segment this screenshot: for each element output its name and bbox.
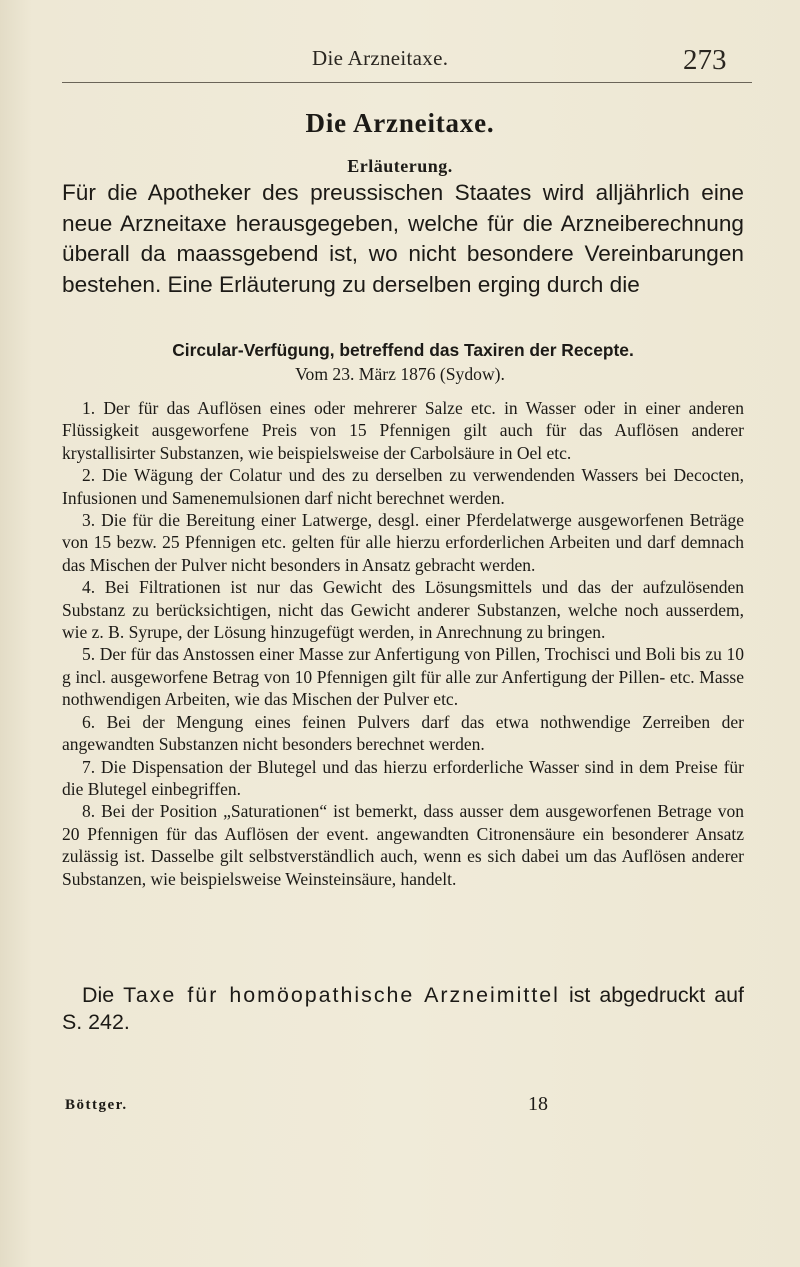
section-subtitle: Erläuterung. <box>347 156 453 176</box>
circular-item: 3. Die für die Bereitung einer Latwerge, desgl. einer Pferdelatwerge ausgeworfenen Beträge von 15 bezw. 25 Pfennigen etc. gelten für alle hierzu erforderlichen Arbeiten und darf demnach das Mischen der Pulver nicht besonders in Ansatz gebracht werden. <box>62 510 744 575</box>
circular-date: Vom 23. März 1876 (Sydow). <box>295 364 505 384</box>
intro-paragraph: Für die Apotheker des preussischen Staates wird alljährlich eine neue Arzneitaxe herausgegeben, welche für die Arzneiberechnung überall da maassgebend ist, wo nicht besondere Vereinbarungen bestehen. Eine Erläuterung zu derselben erging durch die <box>62 180 744 297</box>
circular-item: 7. Die Dispensation der Blutegel und das hierzu erforderliche Wasser sind in dem Preise für die Blutegel einbegriffen. <box>62 756 744 799</box>
circular-item: 8. Bei der Position „Saturationen“ ist bemerkt, dass ausser dem ausgeworfenen Betrage von 20 Pfennigen für das Auflösen der event. angewandten Citronensäure ein besonderer Ansatz zulässig ist. Dasselbe gilt selbstverständlich auch, wenn es sich dabei um das Auflösen anderer Substanzen, wie beispielsweise Weinsteinsäure, handelt. <box>62 801 744 889</box>
circular-item: 2. Die Wägung der Colatur und des zu derselben zu verwendenden Wassers bei Decocten, Infusionen und Samenemulsionen darf nicht berechnet werden. <box>62 465 744 508</box>
circular-item: 5. Der für das Anstossen einer Masse zur Anfertigung von Pillen, Trochisci und Boli bis zu 10 g incl. ausgeworfene Betrag von 10 Pfennigen gilt für alle zur Anfertigung der Pillen- etc. Masse nothwendigen Arbeiten, wie das Mischen der Pulver etc. <box>62 644 744 710</box>
chapter-title: Die Arzneitaxe. <box>305 108 495 138</box>
page-number: 273 <box>683 44 727 76</box>
circular-items <box>62 397 744 890</box>
circular-item: 4. Bei Filtrationen ist nur das Gewicht des Lösungsmittels und das der aufzulösenden Substanz zu berücksichtigen, nicht das Gewicht anderer Substanzen, welche noch ausserdem, wie z. B. Syrupe, der Lösung hinzugefügt werden, in Anrechnung zu bringen. <box>62 577 744 643</box>
circular-item: 6. Bei der Mengung eines feinen Pulvers darf das etwa nothwendige Zerreiben der angewandten Substanzen nicht besonders berechnet werden. <box>62 711 744 755</box>
outro-lead: Die <box>82 983 115 1007</box>
sheet-number: 18 <box>528 1093 548 1115</box>
outro-emphasis: Taxe für homöopathische Arzneimittel <box>123 983 560 1007</box>
outro-tail: ist abgedruckt auf S. 242. <box>62 983 744 1034</box>
header-rule <box>62 82 752 83</box>
circular-item: 1. Der für das Auflösen eines oder mehrerer Salze etc. in Wasser oder in einer anderen Flüssigkeit ausgeworfene Preis von 15 Pfennigen gilt auch für das Auflösen anderer krystallisirter Substanzen, wie beispielsweise der Carbolsäure in Oel etc. <box>62 398 744 463</box>
circular-title: Circular-Verfügung, betreffend das Taxiren der Recepte. <box>172 340 634 360</box>
printer-signature-mark: Böttger. <box>65 1097 128 1113</box>
running-head: Die Arzneitaxe. <box>312 46 449 70</box>
outro-paragraph <box>62 982 744 1036</box>
